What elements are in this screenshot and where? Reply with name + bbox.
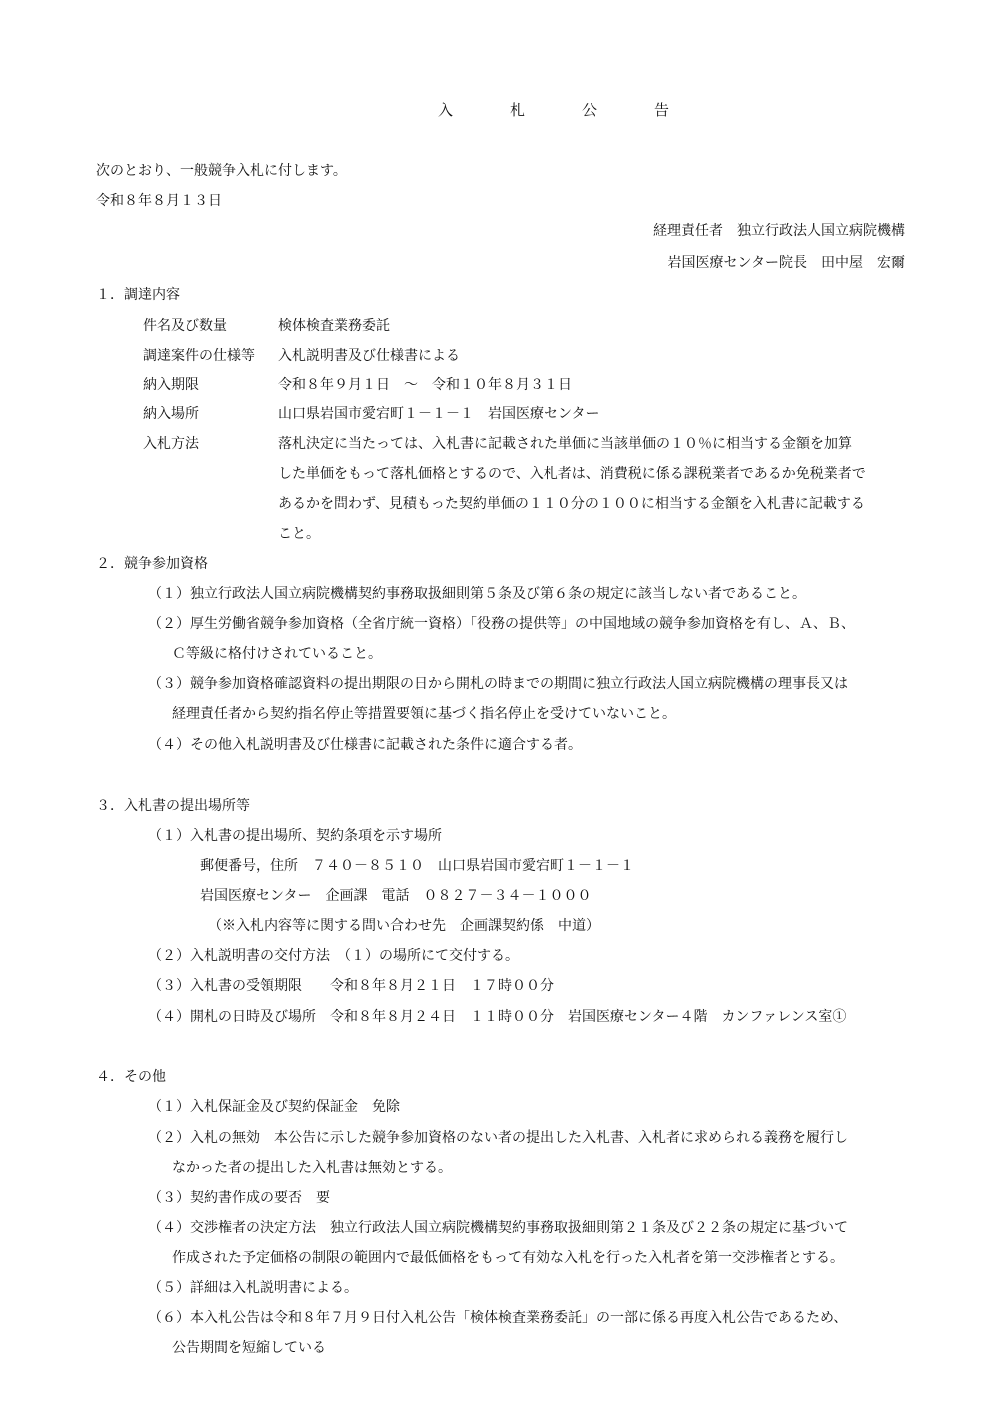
s4-line: 公告期間を短縮している: [172, 1340, 326, 1356]
s3-line: （２）入札説明書の交付方法 （１）の場所にて交付する。: [148, 948, 519, 964]
s2-line: （２）厚生労働省競争参加資格（全省庁統一資格）「役務の提供等」の中国地域の競争参加資格を有し、Ａ、Ｂ、: [148, 616, 855, 632]
section-1-heading: １．調達内容: [96, 287, 180, 303]
s1-label: 調達案件の仕様等: [143, 348, 255, 364]
s4-line: （５）詳細は入札説明書による。: [148, 1280, 358, 1296]
section-4-heading: ４．その他: [96, 1069, 166, 1085]
s4-line: （２）入札の無効 本公告に示した競争参加資格のない者の提出した入札書、入札者に求められる義務を履行し: [148, 1130, 848, 1146]
s3-line: （４）開札の日時及び場所 令和８年８月２４日 １１時００分 岩国医療センター４階 カンファレンス室①: [148, 1009, 847, 1025]
section-3-heading: ３．入札書の提出場所等: [96, 798, 250, 814]
s1-value: 令和８年９月１日 ～ 令和１０年８月３１日: [278, 377, 572, 393]
s4-line: （４）交渉権者の決定方法 独立行政法人国立病院機構契約事務取扱細則第２１条及び２２条の規定に基づいて: [148, 1220, 848, 1236]
s4-line: （６）本入札公告は令和８年７月９日付入札公告「検体検査業務委託」の一部に係る再度入札公告であるため、: [148, 1310, 848, 1326]
intro-text: 次のとおり、一般競争入札に付します。: [96, 163, 347, 179]
s3-line: 郵便番号，住所 ７４０－８５１０ 山口県岩国市愛宕町１－１－１: [200, 858, 634, 874]
notice-date: 令和８年８月１３日: [96, 193, 222, 209]
issuer-line-1: 経理責任者 独立行政法人国立病院機構: [653, 223, 905, 239]
s1-label: 納入期限: [143, 377, 199, 393]
s3-line: （３）入札書の受領期限 令和８年８月２１日 １７時００分: [148, 978, 554, 994]
s1-method-cont: した単価をもって落札価格とするので、入札者は、消費税に係る課税業者であるか免税業者で: [278, 466, 866, 482]
s1-method-cont: あるかを問わず、見積もった契約単価の１１０分の１００に相当する金額を入札書に記載する: [278, 496, 865, 512]
section-2-heading: ２．競争参加資格: [96, 556, 208, 572]
s3-line: （※入札内容等に関する問い合わせ先 企画課契約係 中道）: [208, 918, 600, 934]
issuer-line-2: 岩国医療センター院長 田中屋 宏爾: [667, 255, 905, 271]
page-title: 入 札 公 告: [438, 101, 691, 119]
s1-value: 入札説明書及び仕様書による: [278, 348, 460, 364]
s4-line: 作成された予定価格の制限の範囲内で最低価格をもって有効な入札を行った入札者を第一交渉権者とする。: [172, 1250, 844, 1266]
s1-method-cont: こと。: [278, 526, 320, 542]
s2-line: 経理責任者から契約指名停止等措置要領に基づく指名停止を受けていないこと。: [172, 706, 676, 722]
s1-value: 山口県岩国市愛宕町１－１－１ 岩国医療センター: [278, 406, 600, 422]
s1-label: 件名及び数量: [143, 318, 227, 334]
s1-value: 落札決定に当たっては、入札書に記載された単価に当該単価の１０％に相当する金額を加算: [278, 436, 852, 452]
s4-line: （３）契約書作成の要否 要: [148, 1190, 330, 1206]
s2-line: （３）競争参加資格確認資料の提出期限の日から開札の時までの期間に独立行政法人国立病院機構の理事長又は: [148, 676, 848, 692]
s1-label: 入札方法: [143, 436, 199, 452]
s2-line: Ｃ等級に格付けされていること。: [172, 646, 382, 662]
s1-label: 納入場所: [143, 406, 199, 422]
s4-line: なかった者の提出した入札書は無効とする。: [172, 1160, 452, 1176]
s4-line: （１）入札保証金及び契約保証金 免除: [148, 1099, 400, 1115]
s3-line: （１）入札書の提出場所、契約条項を示す場所: [148, 828, 442, 844]
s2-line: （１）独立行政法人国立病院機構契約事務取扱細則第５条及び第６条の規定に該当しない者であること。: [148, 586, 806, 602]
s3-line: 岩国医療センター 企画課 電話 ０８２７－３４－１０００: [200, 888, 592, 904]
s1-value: 検体検査業務委託: [278, 318, 390, 334]
s2-line: （４）その他入札説明書及び仕様書に記載された条件に適合する者。: [148, 737, 582, 753]
